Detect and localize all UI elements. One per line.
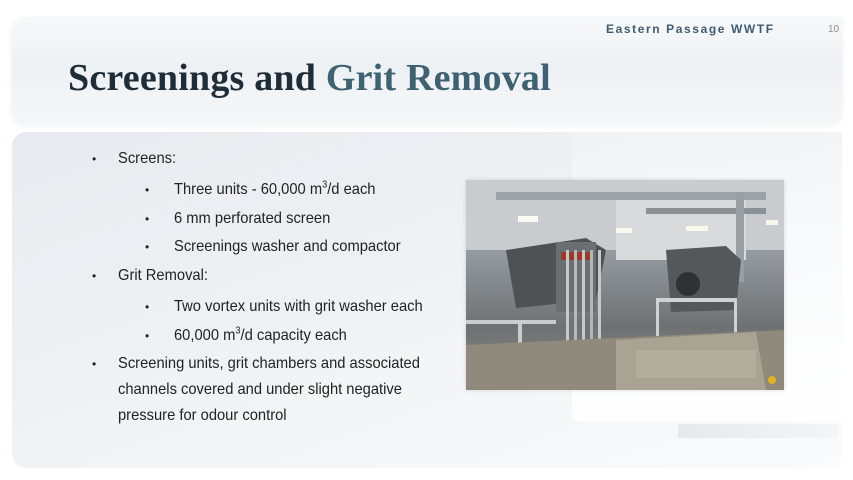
bullet-dot: • xyxy=(92,269,97,283)
bullet-dot: • xyxy=(92,357,97,371)
bullet-covered-line3: pressure for odour control xyxy=(118,407,287,424)
title-part-screenings: Screenings xyxy=(68,57,245,99)
bullet-dot: • xyxy=(145,183,150,197)
bullet-dot: • xyxy=(145,212,150,226)
slide-number: 10 xyxy=(828,24,840,35)
bullet-dot: • xyxy=(92,152,97,166)
equipment-photo-illustration xyxy=(466,180,784,390)
bullet-dot: • xyxy=(145,300,150,314)
bullet-vortex-units: Two vortex units with grit washer each xyxy=(174,298,423,315)
bullet-perforated-screen: 6 mm perforated screen xyxy=(174,210,331,227)
equipment-photo xyxy=(466,180,784,390)
bullet-washer-compactor: Screenings washer and compactor xyxy=(174,238,401,255)
bullet-dot: • xyxy=(145,329,150,343)
bullet-three-units: Three units - 60,000 $m^3/d$ each xyxy=(174,179,376,198)
header-organization: Eastern Passage WWTF xyxy=(606,22,775,36)
bullet-covered-line1: Screening units, grit chambers and associated xyxy=(118,355,420,372)
bullet-capacity: 60,000 $m^3/d$ capacity each xyxy=(174,325,347,344)
bullet-dot: • xyxy=(145,240,150,254)
decorative-bar xyxy=(678,424,838,438)
bullet-covered-line2: channels covered and under slight negative xyxy=(118,381,402,398)
title-part-grit-removal: Grit Removal xyxy=(325,57,551,99)
bullet-grit-removal: Grit Removal: xyxy=(118,267,208,284)
bullet-screens: Screens: xyxy=(118,150,177,167)
slide-title xyxy=(68,56,551,100)
title-part-and: and xyxy=(254,57,317,99)
